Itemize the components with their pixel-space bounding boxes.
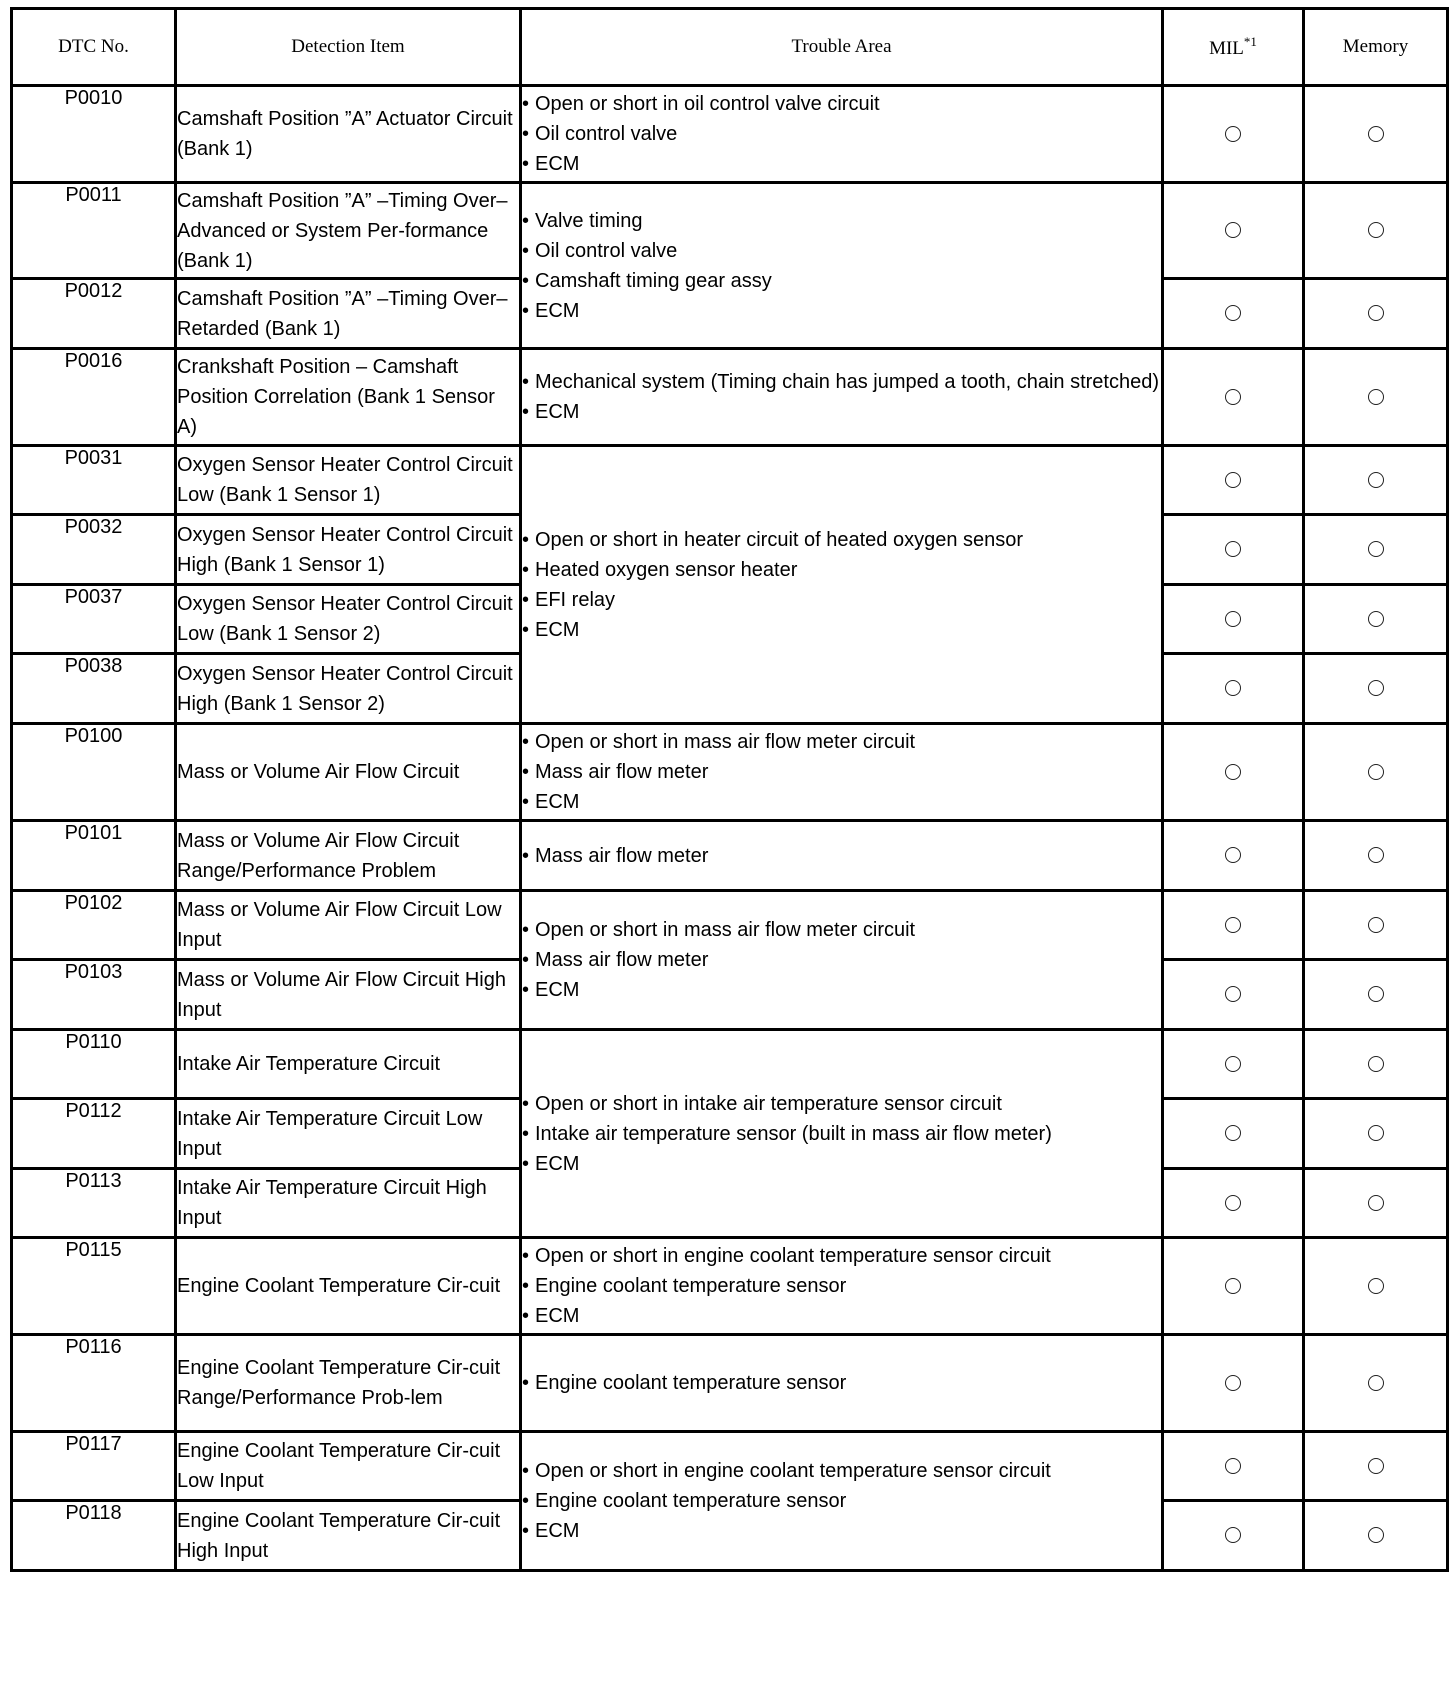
trouble-area-item: • Heated oxygen sensor heater xyxy=(522,555,1161,585)
dtc-table-body xyxy=(12,86,1448,1571)
mil-cell xyxy=(1163,349,1304,446)
memory-cell xyxy=(1304,891,1448,960)
table-row xyxy=(12,1335,1448,1432)
mil-circle-icon xyxy=(1225,764,1241,780)
header-memory: Memory xyxy=(1304,9,1448,86)
trouble-area-list xyxy=(522,727,1161,817)
memory-circle-icon xyxy=(1368,222,1384,238)
trouble-area xyxy=(521,349,1163,446)
mil-circle-icon xyxy=(1225,126,1241,142)
trouble-area xyxy=(521,1432,1163,1571)
dtc-code: P0116 xyxy=(12,1335,176,1432)
trouble-area-item: • Valve timing xyxy=(522,206,1161,236)
trouble-area-item: • Open or short in intake air temperature sensor circuit xyxy=(522,1089,1161,1119)
memory-circle-icon xyxy=(1368,1527,1384,1543)
mil-cell xyxy=(1163,86,1304,183)
trouble-area-list xyxy=(522,1241,1161,1331)
trouble-area-item: • ECM xyxy=(522,1301,1161,1331)
table-row xyxy=(12,86,1448,183)
detection-item: Engine Coolant Temperature Cir-cuit xyxy=(176,1238,521,1335)
detection-item: Mass or Volume Air Flow Circuit High Input xyxy=(176,960,521,1030)
header-mil-label: MIL xyxy=(1209,38,1244,59)
memory-circle-icon xyxy=(1368,1195,1384,1211)
trouble-area-item: • Open or short in oil control valve circuit xyxy=(522,89,1161,119)
mil-cell xyxy=(1163,1238,1304,1335)
dtc-code: P0032 xyxy=(12,515,176,585)
dtc-code: P0100 xyxy=(12,724,176,821)
trouble-area-list xyxy=(522,1089,1161,1179)
trouble-area-item: • ECM xyxy=(522,1516,1161,1546)
memory-circle-icon xyxy=(1368,472,1384,488)
trouble-area xyxy=(521,821,1163,891)
memory-cell xyxy=(1304,724,1448,821)
mil-circle-icon xyxy=(1225,1125,1241,1141)
mil-cell xyxy=(1163,1432,1304,1501)
dtc-code: P0102 xyxy=(12,891,176,960)
dtc-code: P0037 xyxy=(12,585,176,654)
mil-cell xyxy=(1163,585,1304,654)
detection-item: Oxygen Sensor Heater Control Circuit Low (Bank 1 Sensor 1) xyxy=(176,446,521,515)
table-row xyxy=(12,1432,1448,1501)
trouble-area-item: • Engine coolant temperature sensor xyxy=(522,1368,1161,1398)
mil-circle-icon xyxy=(1225,1195,1241,1211)
dtc-code: P0011 xyxy=(12,183,176,279)
memory-circle-icon xyxy=(1368,305,1384,321)
mil-cell xyxy=(1163,1030,1304,1099)
header-row xyxy=(12,9,1448,86)
dtc-code: P0113 xyxy=(12,1169,176,1238)
memory-cell xyxy=(1304,279,1448,349)
table-row xyxy=(12,891,1448,960)
dtc-code: P0038 xyxy=(12,654,176,724)
trouble-area-item: • Engine coolant temperature sensor xyxy=(522,1486,1161,1516)
memory-circle-icon xyxy=(1368,541,1384,557)
mil-cell xyxy=(1163,891,1304,960)
memory-cell xyxy=(1304,1169,1448,1238)
memory-cell xyxy=(1304,960,1448,1030)
trouble-area-item: • Oil control valve xyxy=(522,236,1161,266)
mil-circle-icon xyxy=(1225,986,1241,1002)
header-detection-item: Detection Item xyxy=(176,9,521,86)
memory-circle-icon xyxy=(1368,1125,1384,1141)
trouble-area-list xyxy=(522,915,1161,1005)
dtc-code: P0118 xyxy=(12,1501,176,1571)
mil-cell xyxy=(1163,1335,1304,1432)
trouble-area-list xyxy=(522,1368,1161,1398)
dtc-code: P0031 xyxy=(12,446,176,515)
dtc-code: P0117 xyxy=(12,1432,176,1501)
memory-cell xyxy=(1304,86,1448,183)
memory-cell xyxy=(1304,1335,1448,1432)
memory-circle-icon xyxy=(1368,764,1384,780)
trouble-area-list xyxy=(522,89,1161,179)
trouble-area-item: • Oil control valve xyxy=(522,119,1161,149)
detection-item: Engine Coolant Temperature Cir-cuit Low Input xyxy=(176,1432,521,1501)
trouble-area-list xyxy=(522,206,1161,326)
header-dtc-no: DTC No. xyxy=(12,9,176,86)
memory-circle-icon xyxy=(1368,389,1384,405)
trouble-area xyxy=(521,446,1163,724)
trouble-area-item: • Engine coolant temperature sensor xyxy=(522,1271,1161,1301)
table-row xyxy=(12,349,1448,446)
table-row xyxy=(12,183,1448,279)
trouble-area-item: • Open or short in engine coolant temperature sensor circuit xyxy=(522,1241,1161,1271)
trouble-area xyxy=(521,724,1163,821)
trouble-area-item: • EFI relay xyxy=(522,585,1161,615)
trouble-area-list xyxy=(522,525,1161,645)
trouble-area xyxy=(521,86,1163,183)
detection-item: Camshaft Position ”A” –Timing Over– Retarded (Bank 1) xyxy=(176,279,521,349)
header-mil xyxy=(1163,9,1304,86)
mil-circle-icon xyxy=(1225,1056,1241,1072)
memory-cell xyxy=(1304,1501,1448,1571)
memory-cell xyxy=(1304,183,1448,279)
trouble-area-item: • ECM xyxy=(522,296,1161,326)
mil-circle-icon xyxy=(1225,1375,1241,1391)
detection-item: Crankshaft Position – Camshaft Position Correlation (Bank 1 Sensor A) xyxy=(176,349,521,446)
mil-circle-icon xyxy=(1225,541,1241,557)
trouble-area-item: • ECM xyxy=(522,615,1161,645)
detection-item: Engine Coolant Temperature Cir-cuit Range/Performance Prob-lem xyxy=(176,1335,521,1432)
memory-circle-icon xyxy=(1368,126,1384,142)
memory-cell xyxy=(1304,446,1448,515)
header-trouble-area: Trouble Area xyxy=(521,9,1163,86)
memory-cell xyxy=(1304,585,1448,654)
trouble-area-item: • Camshaft timing gear assy xyxy=(522,266,1161,296)
trouble-area-item: • Mass air flow meter xyxy=(522,841,1161,871)
detection-item: Mass or Volume Air Flow Circuit xyxy=(176,724,521,821)
dtc-code: P0101 xyxy=(12,821,176,891)
memory-circle-icon xyxy=(1368,847,1384,863)
table-row xyxy=(12,821,1448,891)
table-row xyxy=(12,724,1448,821)
mil-cell xyxy=(1163,1501,1304,1571)
mil-cell xyxy=(1163,1099,1304,1169)
dtc-code: P0010 xyxy=(12,86,176,183)
memory-cell xyxy=(1304,349,1448,446)
mil-cell xyxy=(1163,515,1304,585)
trouble-area-item: • ECM xyxy=(522,1149,1161,1179)
trouble-area-item: • Mass air flow meter xyxy=(522,757,1161,787)
table-row xyxy=(12,446,1448,515)
mil-circle-icon xyxy=(1225,389,1241,405)
trouble-area-item: • ECM xyxy=(522,787,1161,817)
mil-circle-icon xyxy=(1225,680,1241,696)
trouble-area-item: • Open or short in mass air flow meter circuit xyxy=(522,727,1161,757)
detection-item: Oxygen Sensor Heater Control Circuit High (Bank 1 Sensor 2) xyxy=(176,654,521,724)
detection-item: Engine Coolant Temperature Cir-cuit High Input xyxy=(176,1501,521,1571)
dtc-code: P0110 xyxy=(12,1030,176,1099)
mil-cell xyxy=(1163,446,1304,515)
dtc-code: P0115 xyxy=(12,1238,176,1335)
memory-cell xyxy=(1304,515,1448,585)
memory-circle-icon xyxy=(1368,611,1384,627)
trouble-area-list xyxy=(522,1456,1161,1546)
mil-cell xyxy=(1163,183,1304,279)
mil-circle-icon xyxy=(1225,1458,1241,1474)
trouble-area-item: • ECM xyxy=(522,397,1161,427)
trouble-area xyxy=(521,183,1163,349)
trouble-area-item: • Open or short in mass air flow meter circuit xyxy=(522,915,1161,945)
trouble-area xyxy=(521,1335,1163,1432)
mil-circle-icon xyxy=(1225,222,1241,238)
trouble-area-item: • ECM xyxy=(522,975,1161,1005)
memory-circle-icon xyxy=(1368,917,1384,933)
mil-circle-icon xyxy=(1225,847,1241,863)
trouble-area-item: • Mass air flow meter xyxy=(522,945,1161,975)
detection-item: Mass or Volume Air Flow Circuit Low Input xyxy=(176,891,521,960)
detection-item: Oxygen Sensor Heater Control Circuit High (Bank 1 Sensor 1) xyxy=(176,515,521,585)
trouble-area xyxy=(521,1238,1163,1335)
table-row xyxy=(12,1030,1448,1099)
memory-cell xyxy=(1304,1099,1448,1169)
mil-cell xyxy=(1163,724,1304,821)
detection-item: Mass or Volume Air Flow Circuit Range/Performance Problem xyxy=(176,821,521,891)
trouble-area-item: • Open or short in heater circuit of heated oxygen sensor xyxy=(522,525,1161,555)
detection-item: Camshaft Position ”A” Actuator Circuit (Bank 1) xyxy=(176,86,521,183)
detection-item: Camshaft Position ”A” –Timing Over–Advanced or System Per-formance (Bank 1) xyxy=(176,183,521,279)
mil-cell xyxy=(1163,279,1304,349)
memory-cell xyxy=(1304,654,1448,724)
memory-cell xyxy=(1304,1030,1448,1099)
trouble-area-item: • Open or short in engine coolant temperature sensor circuit xyxy=(522,1456,1161,1486)
mil-cell xyxy=(1163,960,1304,1030)
mil-circle-icon xyxy=(1225,917,1241,933)
memory-circle-icon xyxy=(1368,986,1384,1002)
memory-circle-icon xyxy=(1368,1278,1384,1294)
mil-circle-icon xyxy=(1225,611,1241,627)
detection-item: Intake Air Temperature Circuit Low Input xyxy=(176,1099,521,1169)
trouble-area xyxy=(521,1030,1163,1238)
mil-cell xyxy=(1163,654,1304,724)
memory-circle-icon xyxy=(1368,1375,1384,1391)
trouble-area-list xyxy=(522,367,1161,427)
trouble-area-list xyxy=(522,841,1161,871)
mil-circle-icon xyxy=(1225,1527,1241,1543)
detection-item: Intake Air Temperature Circuit High Input xyxy=(176,1169,521,1238)
header-mil-footnote: *1 xyxy=(1243,34,1257,49)
dtc-table xyxy=(10,7,1449,1572)
mil-cell xyxy=(1163,821,1304,891)
mil-circle-icon xyxy=(1225,305,1241,321)
trouble-area-item: • ECM xyxy=(522,149,1161,179)
detection-item: Intake Air Temperature Circuit xyxy=(176,1030,521,1099)
memory-cell xyxy=(1304,821,1448,891)
table-row xyxy=(12,1238,1448,1335)
dtc-code: P0012 xyxy=(12,279,176,349)
trouble-area-item: • Intake air temperature sensor (built in mass air flow meter) xyxy=(522,1119,1161,1149)
mil-circle-icon xyxy=(1225,472,1241,488)
memory-circle-icon xyxy=(1368,1056,1384,1072)
memory-cell xyxy=(1304,1238,1448,1335)
trouble-area xyxy=(521,891,1163,1030)
memory-circle-icon xyxy=(1368,1458,1384,1474)
mil-circle-icon xyxy=(1225,1278,1241,1294)
memory-cell xyxy=(1304,1432,1448,1501)
mil-cell xyxy=(1163,1169,1304,1238)
dtc-code: P0103 xyxy=(12,960,176,1030)
dtc-code: P0016 xyxy=(12,349,176,446)
dtc-code: P0112 xyxy=(12,1099,176,1169)
memory-circle-icon xyxy=(1368,680,1384,696)
detection-item: Oxygen Sensor Heater Control Circuit Low (Bank 1 Sensor 2) xyxy=(176,585,521,654)
trouble-area-item: • Mechanical system (Timing chain has jumped a tooth, chain stretched) xyxy=(522,367,1161,397)
